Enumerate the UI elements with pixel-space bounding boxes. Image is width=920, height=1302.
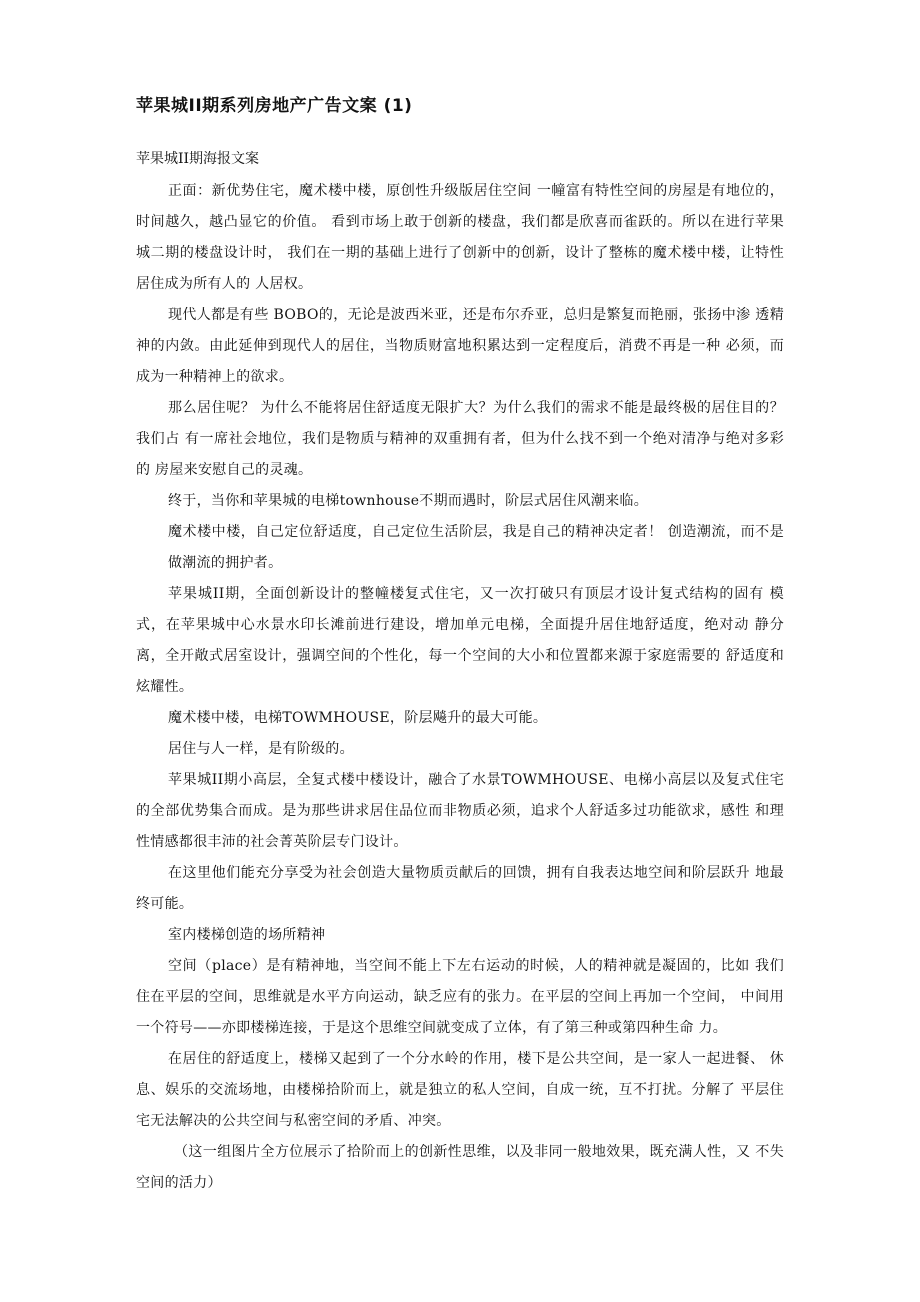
paragraph-class: 居住与人一样，是有阶级的。 — [168, 741, 354, 757]
paragraph-mid-rise: 苹果城II期小高层，全复式楼中楼设计，融合了水景TOWMHOUSE、电梯小高层以及复式住宅 的全部优势集合而成。是为那些讲求居住品位而非物质必须，追求个人舒适多过功能欲求，感性 和理性情感都很丰沛的社会菁英阶层专门设计。 — [136, 772, 784, 850]
paragraph-magic-duplex: 魔术楼中楼，自己定位舒适度，自己定位生活阶层，我是自己的精神决定者！ 创造潮流，而不是做潮流的拥护者。 — [168, 524, 784, 571]
section-heading-stairs: 室内楼梯创造的场所精神 — [168, 927, 326, 943]
paragraph-reward: 在这里他们能充分享受为社会创造大量物质贡献后的回馈，拥有自我表达地空间和阶层跃升 地最终可能。 — [136, 865, 784, 912]
paragraph-bobo: 现代人都是有些 BOBO的，无论是波西米亚，还是布尔乔亚，总归是繁复而艳丽，张扬中渗 透精神的内敛。由此延伸到现代人的居住，当物质财富地积累达到一定程度后，消费不再是一种 必须，而成为一种精神上的欲求。 — [136, 307, 784, 385]
paragraph-comfort: 在居住的舒适度上，楼梯又起到了一个分水岭的作用，楼下是公共空间，是一家人一起进餐、 休息、娱乐的交流场地，由楼梯拾阶而上，就是独立的私人空间，自成一统，互不打扰。分解了 平层住宅无法解决的公共空间与私密空间的矛盾、冲突。 — [136, 1051, 784, 1129]
paragraph-image-note: （这一组图片全方位展示了拾阶而上的创新性思维，以及非同一般地效果，既充满人性，又 不失空间的活力） — [136, 1144, 784, 1191]
paragraph-living-question: 那么居住呢？ 为什么不能将居住舒适度无限扩大？为什么我们的需求不能是最终极的居住目的？我们占 有一席社会地位，我们是物质与精神的双重拥有者，但为什么找不到一个绝对清净与绝对多彩的 房屋来安慰自己的灵魂。 — [136, 400, 784, 478]
paragraph-place: 空间（place）是有精神地，当空间不能上下左右运动的时候，人的精神就是凝固的，比如 我们住在平层的空间，思维就是水平方向运动，缺乏应有的张力。在平层的空间上再加一个空间， 中间用一个符号——亦即楼梯连接，于是这个思维空间就变成了立体，有了第三种或第四种生命 力。 — [136, 958, 784, 1036]
paragraph-townhouse-arrival: 终于，当你和苹果城的电梯townhouse不期而遇时，阶层式居住风潮来临。 — [168, 493, 649, 509]
document-title: 苹果城II期系列房地产广告文案 (1) — [136, 96, 413, 116]
paragraph-phase-two: 苹果城II期，全面创新设计的整幢楼复式住宅，又一次打破只有顶层才设计复式结构的固有 模式，在苹果城中心水景水印长滩前进行建设，增加单元电梯，全面提升居住地舒适度，绝对动 静分离，全开敞式居室设计，强调空间的个性化，每一个空间的大小和位置都来源于家庭需要的 舒适度和炫耀性。 — [136, 586, 784, 695]
paragraph-front: 正面：新优势住宅，魔术楼中楼，原创性升级版居住空间 一幢富有特性空间的房屋是有地位的，时间越久，越凸显它的价值。 看到市场上敢于创新的楼盘，我们都是欣喜而雀跃的。所以在进行苹果城二期的楼盘设计时， 我们在一期的基础上进行了创新中的创新，设计了整栋的魔术楼中楼，让特性居住成为所有人的 人居权。 — [136, 183, 784, 292]
document-subtitle: 苹果城II期海报文案 — [136, 151, 260, 167]
paragraph-elevator-townhouse: 魔术楼中楼，电梯TOWMHOUSE，阶层飚升的最大可能。 — [168, 710, 548, 726]
document-page — [136, 92, 784, 1199]
